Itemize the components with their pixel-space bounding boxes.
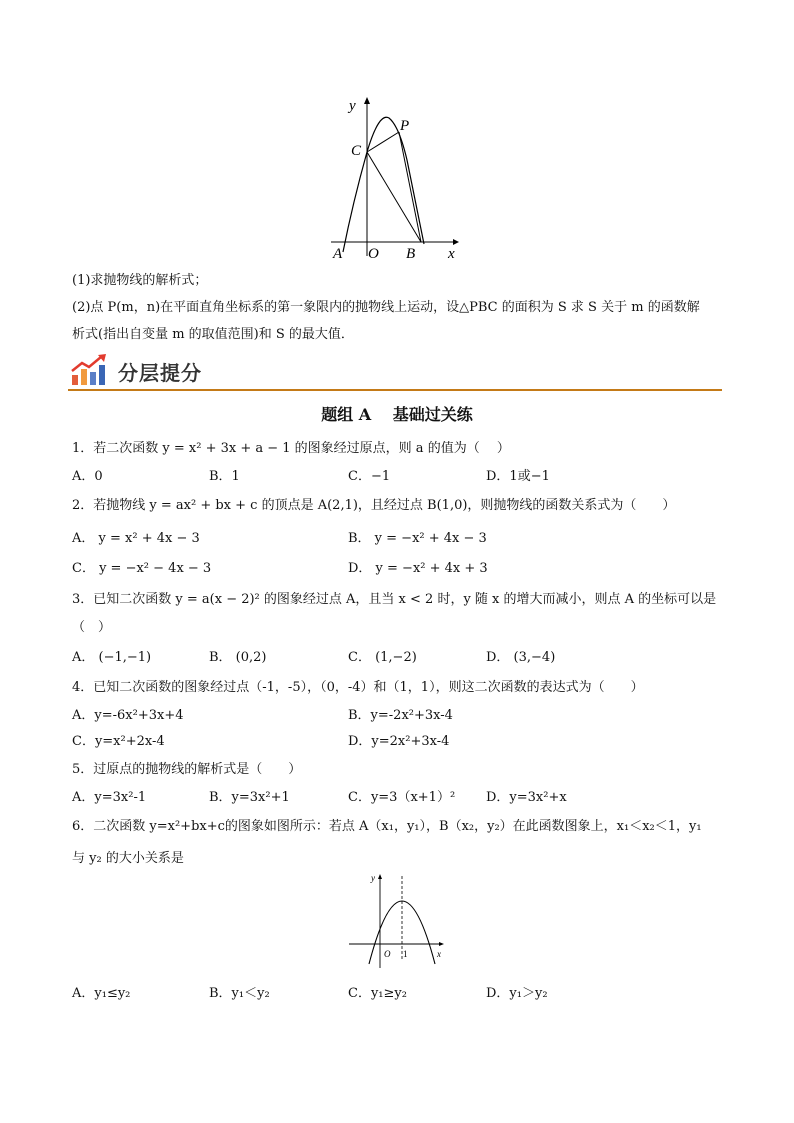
question-4-option-a[interactable]: A．y=-6x²+3x+4 [72, 708, 184, 723]
question-2-option-d[interactable]: D． y = −x² + 4x + 3 [348, 561, 488, 576]
y-axis-arrow [364, 97, 370, 104]
question-5-option-a[interactable]: A．y=3x²-1 [72, 790, 147, 805]
group-title: 题组 A 基础过关练 [321, 405, 473, 424]
parabola-figure-1 [325, 92, 465, 262]
question-6-stem: 6．二次函数 y=x²+bx+c的图象如图所示：若点 A（x₁，y₁），B（x₂，y₂）在此函数图象上，x₁＜x₂＜1，y₁ [72, 819, 702, 834]
chart-growth-icon [70, 353, 110, 387]
segment-cb [367, 152, 421, 242]
section-title: 分层提分 [118, 361, 202, 385]
question-3-option-d[interactable]: D． (3,−4) [486, 650, 556, 665]
label-b: B [406, 246, 416, 262]
question-5-option-c[interactable]: C．y=3（x+1）² [348, 790, 456, 805]
question-4-option-b[interactable]: B．y=-2x²+3x-4 [348, 708, 453, 723]
question-5-option-b[interactable]: B．y=3x²+1 [209, 790, 290, 805]
question-2-option-b[interactable]: B． y = −x² + 4x − 3 [348, 531, 487, 546]
x-axis-arrow [439, 942, 444, 946]
label-y: y [371, 873, 375, 883]
intro-q2-line1: (2)点 P(m，n)在平面直角坐标系的第一象限内的抛物线上运动，设△PBC 的面积为 S 求 S 关于 m 的函数解 [72, 300, 700, 315]
label-o: O [368, 246, 379, 262]
question-2-option-c[interactable]: C． y = −x² − 4x − 3 [72, 561, 212, 576]
y-axis-arrow [378, 874, 382, 879]
question-5-option-d[interactable]: D．y=3x²+x [486, 790, 567, 805]
question-2-option-a[interactable]: A． y = x² + 4x − 3 [72, 531, 200, 546]
question-6-option-b[interactable]: B．y₁＜y₂ [209, 986, 270, 1001]
label-one: 1 [403, 949, 408, 959]
question-1-stem: 1．若二次函数 y = x² + 3x + a − 1 的图象经过原点，则 a 的值为（ ） [72, 441, 510, 456]
question-1-option-a[interactable]: A．0 [72, 469, 103, 484]
label-c: C [351, 143, 362, 159]
parabola-curve [343, 117, 424, 252]
intro-q2-line2: 析式(指出自变量 m 的取值范围)和 S 的最大值． [72, 327, 354, 342]
segment-cp [367, 132, 399, 152]
question-1-option-b[interactable]: B．1 [209, 469, 240, 484]
question-1-option-d[interactable]: D．1或−1 [486, 469, 550, 484]
question-6-option-c[interactable]: C．y₁≥y₂ [348, 986, 407, 1001]
label-x: x [437, 949, 441, 959]
question-3-option-a[interactable]: A． (−1,−1) [72, 650, 152, 665]
label-o: O [384, 949, 391, 959]
question-4-option-c[interactable]: C．y=x²+2x-4 [72, 734, 165, 749]
question-6-option-d[interactable]: D．y₁＞y₂ [486, 986, 548, 1001]
section-divider [68, 389, 722, 391]
x-axis-arrow [453, 239, 459, 245]
question-3-stem-cont: （ ） [72, 620, 112, 635]
parabola-figure-2 [347, 872, 447, 972]
question-4-option-d[interactable]: D．y=2x²+3x-4 [348, 734, 450, 749]
label-a: A [333, 246, 343, 262]
question-6-option-a[interactable]: A．y₁≤y₂ [72, 986, 131, 1001]
question-3-option-c[interactable]: C． (1,−2) [348, 650, 417, 665]
label-y: y [349, 98, 356, 114]
question-4-stem: 4．已知二次函数的图象经过点（-1，-5），（0，-4）和（1，1），则这二次函数的表达式为（ ） [72, 680, 644, 695]
question-6-stem-cont: 与 y₂ 的大小关系是 [72, 851, 184, 866]
intro-q1: (1)求抛物线的解析式； [72, 273, 208, 288]
question-1-option-c[interactable]: C．−1 [348, 469, 391, 484]
segment-pb [399, 132, 421, 242]
question-3-stem: 3．已知二次函数 y = a(x − 2)² 的图象经过点 A，且当 x < 2 时，y 随 x 的增大而减小，则点 A 的坐标可以是 [72, 592, 717, 607]
question-2-stem: 2．若抛物线 y = ax² + bx + c 的顶点是 A(2,1)，且经过点 B(1,0)，则抛物线的函数关系式为（ ） [72, 498, 676, 513]
label-x: x [448, 246, 455, 262]
question-3-option-b[interactable]: B． (0,2) [209, 650, 267, 665]
label-p: P [400, 118, 410, 134]
question-5-stem: 5．过原点的抛物线的解析式是（ ） [72, 762, 302, 777]
